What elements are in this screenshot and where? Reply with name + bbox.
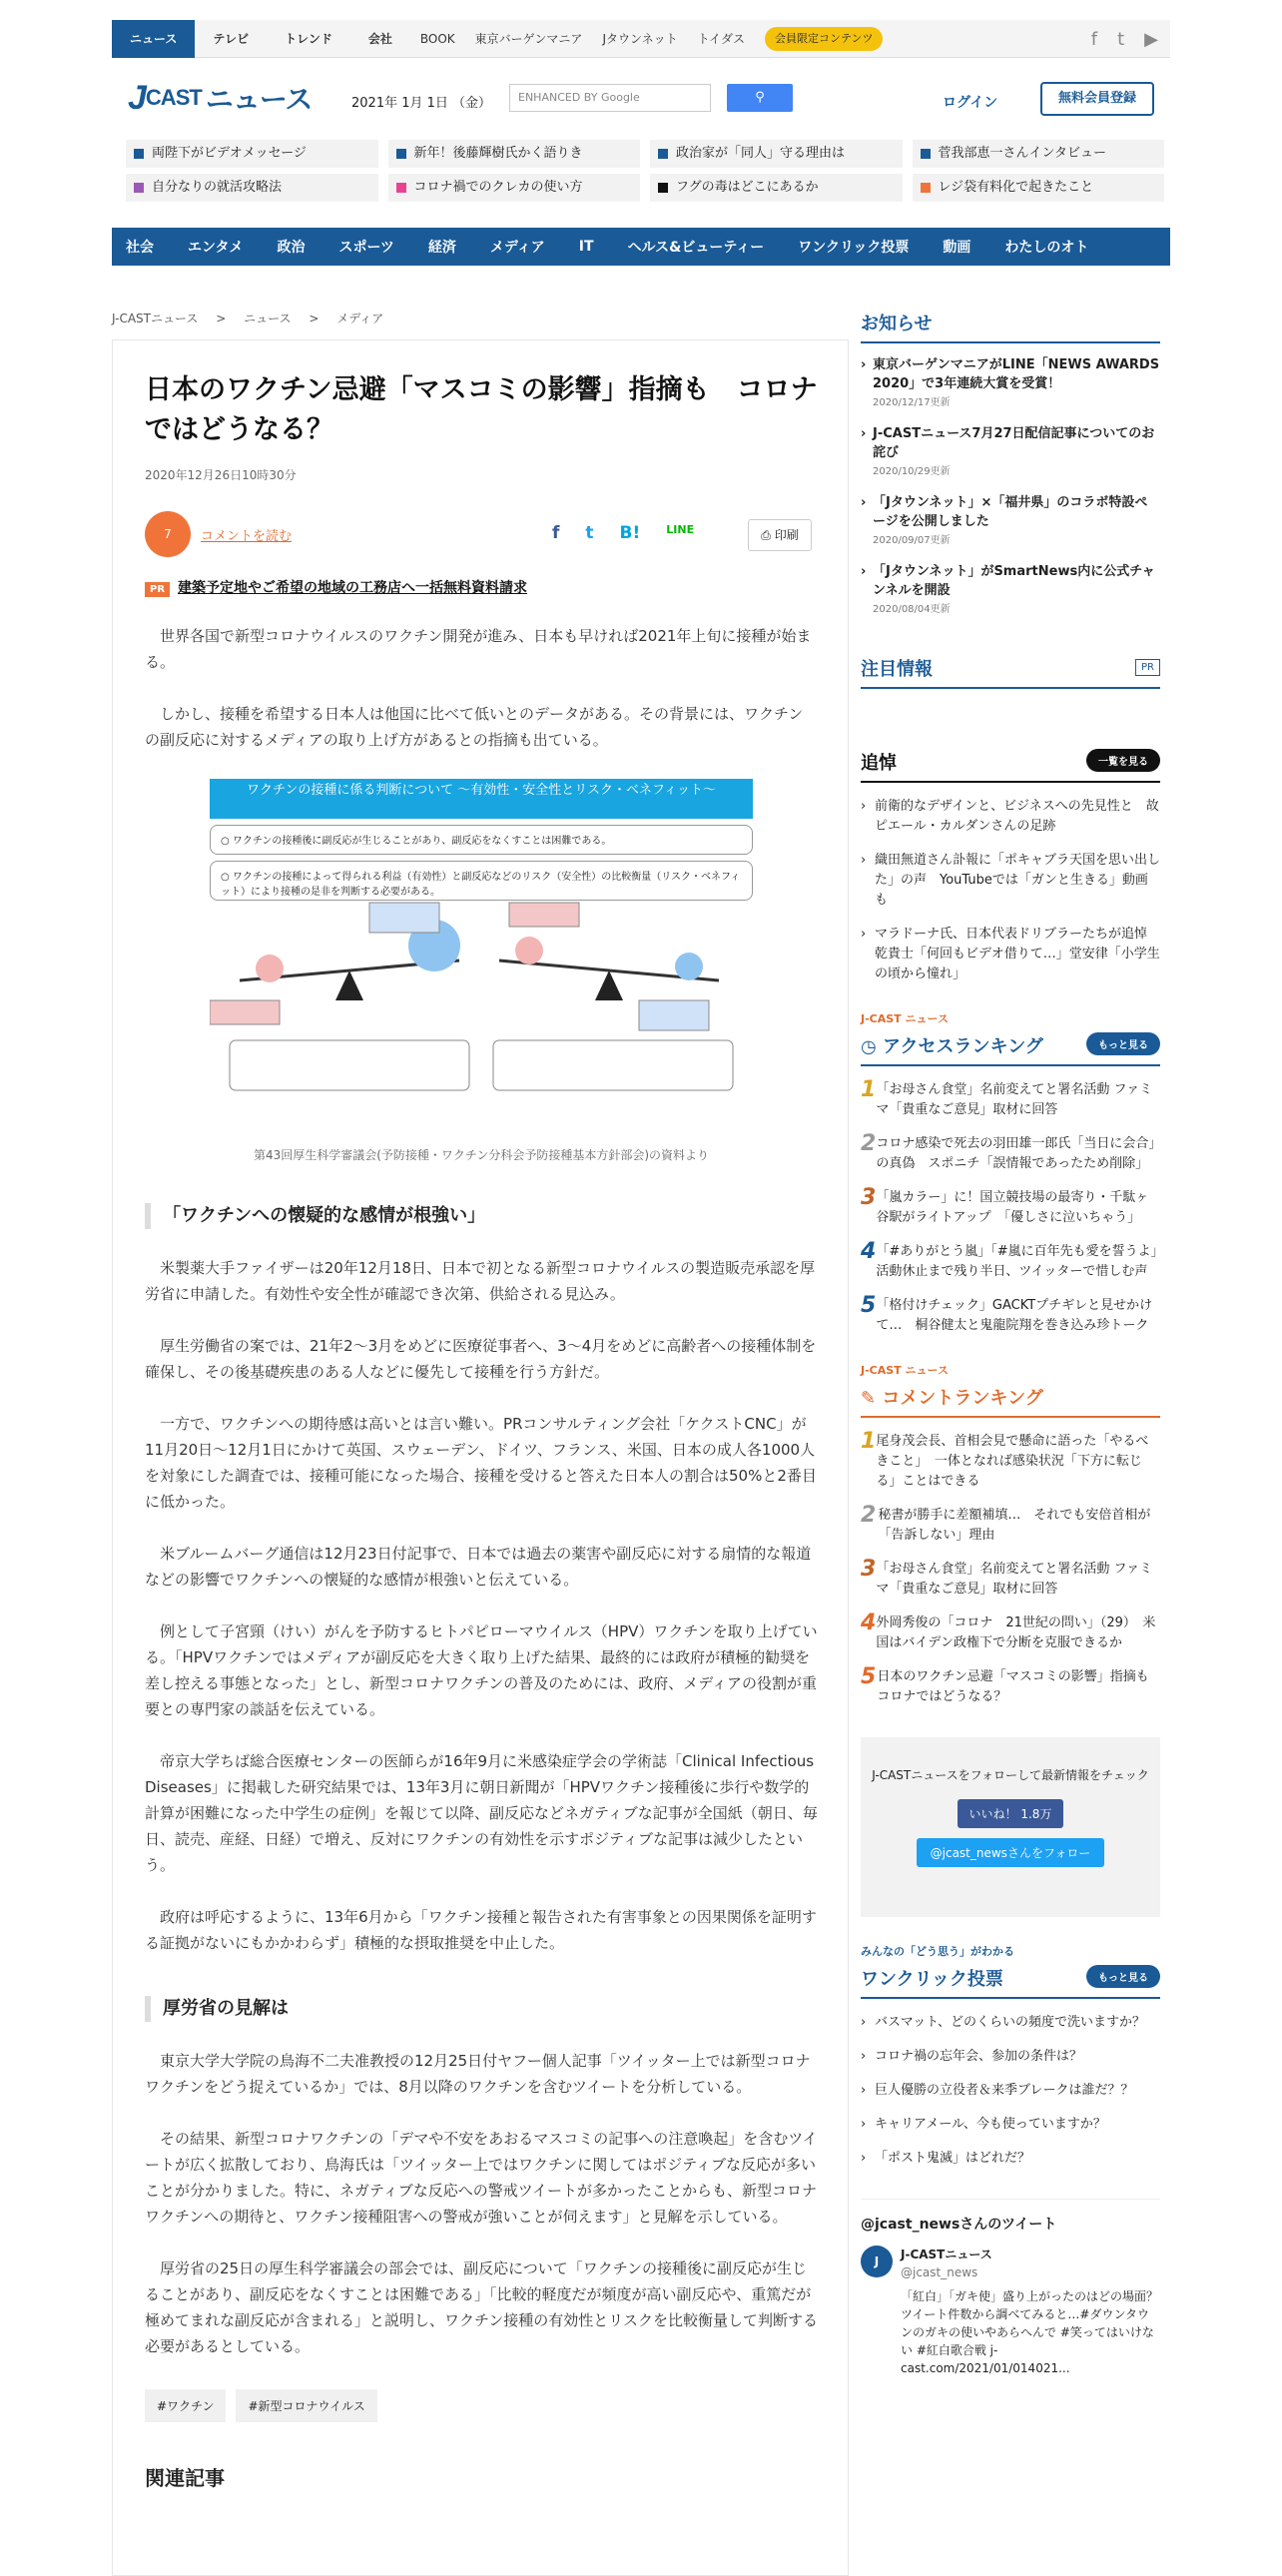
topic-label: 両陛下がビデオメッセージ	[152, 146, 307, 161]
nav-oto[interactable]: わたしのオト	[1004, 240, 1089, 256]
facebook-share-icon[interactable]: f	[552, 523, 560, 543]
rank-text: 「お母さん食堂」名前変えてと署名活動 ファミマ「貴重なご意見」取材に回答	[876, 1082, 1153, 1117]
topic-square-icon	[921, 183, 931, 193]
print-button[interactable]	[748, 519, 812, 551]
access-title-text: アクセスランキング	[882, 1036, 1043, 1057]
breadcrumb-sep: >	[216, 312, 227, 325]
topic-square-icon	[134, 149, 144, 159]
topic-square-icon	[396, 149, 406, 159]
notice-date: 2020/12/17更新	[873, 397, 951, 408]
breadcrumb-sep: >	[309, 312, 320, 325]
rank-text: 外岡秀俊の「コロナ 21世紀の問い」（29） 米国はバイデン政権下で分断を克服できるか	[876, 1615, 1156, 1650]
jcast-label: J-CAST ニュース	[861, 1012, 949, 1025]
logo-cast: CAST	[145, 85, 202, 110]
topic-square-icon	[396, 183, 406, 193]
topic-label: 政治家が「同人」守る理由は	[676, 146, 846, 161]
hashtag[interactable]: #新型コロナウイルス	[236, 2389, 376, 2422]
login-link[interactable]: ログイン	[943, 95, 998, 111]
ranking-item[interactable]	[861, 1557, 1160, 1600]
paragraph: 一方で、ワクチンへの期待感は高いとは言い難い。PRコンサルティング会社「ケクストCNC」が11月20日～12月1日にかけて英国、スウェーデン、ドイツ、フランス、米国、日本の成人各1000人を対象にした調査では、接種可能になった場合、接種を受けると答えた日本人の割合は50%と2番目に低かった。	[145, 1415, 817, 1511]
poll-item[interactable]: › 巨人優勝の立役者＆来季ブレークは誰だ？？	[861, 2081, 1160, 2101]
topnav-company[interactable]: 会社	[367, 31, 392, 46]
topic-label: レジ袋有料化で起きたこと	[938, 180, 1094, 195]
printer-icon: ⎙	[761, 528, 771, 542]
notice-text: 「Jタウンネット」×「福井県」のコラボ特設ページを公開しました	[873, 495, 1148, 529]
topic-label: コロナ禍でのクレカの使い方	[413, 180, 583, 195]
tweet-handle: @jcast_news	[901, 2265, 978, 2279]
search-input[interactable]: ENHANCED BY Google	[509, 84, 711, 112]
avatar: J	[861, 2246, 893, 2277]
nav-sports[interactable]: スポーツ	[338, 240, 394, 256]
notice-item[interactable]	[861, 355, 1160, 412]
poll-item[interactable]: › コロナ禍の忘年会、参加の条件は？	[861, 2047, 1160, 2067]
nav-media[interactable]: メディア	[489, 240, 545, 256]
ranking-item[interactable]	[861, 1503, 1160, 1546]
paragraph: 厚労省の25日の厚生科学審議会の部会では、副反応について「ワクチンの接種後に副反応が生じることがあり、副反応をなくすことは困難である」「比較的軽度だが頻度が高い副反応や、重篤だが極めてまれな副反応が含まれる」と説明し、ワクチン接種の有効性とリスクを比較衡量して判断する必要があるとしている。	[145, 2259, 818, 2355]
comment-title-text: コメントランキング	[882, 1388, 1043, 1409]
paragraph: しかし、接種を希望する日本人は他国に比べて低いとのデータがある。その背景には、ワクチンの副反応に対するメディアの取り上げ方があるとの指摘も出ている。	[145, 705, 804, 749]
nav-it[interactable]: IT	[578, 239, 594, 255]
logo-j: J	[128, 78, 146, 117]
ranking-item[interactable]	[861, 1185, 1160, 1228]
rank-text: 「嵐カラー」に！国立競技場の最寄り・千駄ヶ谷駅がライトアップ 「優しさに泣いちゃう」	[876, 1190, 1149, 1225]
tsuioku-item[interactable]: › 織田無道さん訃報に「ポキャブラ天国を思い出した」の声 YouTubeでは「ガンと生きる」動画も	[861, 851, 1160, 911]
paragraph: 帝京大学ちば総合医療センターの医師らが16年9月に米感染症学会の学術誌「Clinical Infectious Diseases」に掲載した研究結果では、13年3月に朝日新聞が「HPVワクチン接種後に歩行や数学的計算が困難になった中学生の症例」を報じて以降、副反応などネガティブな記事が全国紙（朝日、毎日、読売、産経、日経）で増え、反対にワクチンの有効性を示すポジティブな記事は減少したという。	[145, 1752, 818, 1874]
paragraph: 例として子宮頸（けい）がんを予防するヒトパピローマウイルス（HPV）ワクチンを取り上げている。「HPVワクチンではメディアが副反応を大きく取り上げた結果、最終的には政府が積極的勧奨を差し控える事態となった」とし、新型コロナワクチンの普及のためには、政府、メディアの役割が重要との専門家の談話を伝えている。	[145, 1622, 818, 1718]
topic-item[interactable]	[913, 174, 1165, 202]
read-comments-link[interactable]: コメントを読む	[201, 529, 293, 544]
notice-date: 2020/09/07更新	[873, 535, 951, 546]
topic-square-icon	[658, 183, 668, 193]
access-more-button[interactable]: もっと見る	[1086, 1032, 1160, 1055]
notice-date: 2020/08/04更新	[873, 604, 951, 615]
rank-text: コロナ感染で死去の羽田雄一郎氏「当日に会合」の真偽 スポニチ「誤情報であったため削除」	[876, 1136, 1155, 1171]
poll-more-button[interactable]: もっと見る	[1086, 1965, 1160, 1988]
share-buttons	[552, 523, 694, 543]
topic-item[interactable]	[650, 140, 903, 168]
figure-box: ○ ワクチンの接種後に副反応が生じることがあり、副反応をなくすことは困難である。	[210, 825, 753, 855]
topnav-news[interactable]: ニュース	[112, 20, 195, 58]
topnav-bargain[interactable]: 東京バーゲンマニア	[474, 31, 583, 46]
rank-number: 4	[861, 1239, 877, 1264]
rank-number: 3	[861, 1557, 877, 1582]
topic-label: 菅我部恵一さんインタビュー	[938, 146, 1106, 161]
rank-text: 日本のワクチン忌避「マスコミの影響」指摘も コロナではどうなる？	[877, 1669, 1162, 1704]
topnav-book[interactable]: BOOK	[419, 31, 455, 46]
register-button[interactable]: 無料会員登録	[1040, 82, 1154, 116]
notice-text: 東京バーゲンマニアがLINE「NEWS AWARDS 2020」で3年連続大賞を受賞！	[873, 357, 1160, 391]
twitter-icon[interactable]: t	[1117, 28, 1125, 50]
ranking-item[interactable]	[861, 1610, 1160, 1653]
paragraph: 米製薬大手ファイザーは20年12月18日、日本で初となる新型コロナウイルスの製造販売承認を厚労省に申請した。有効性や安全性が確認でき次第、供給される見込み。	[145, 1259, 816, 1303]
breadcrumb-media[interactable]: メディア	[336, 312, 384, 325]
category-nav	[112, 228, 1170, 266]
paragraph: 東京大学大学院の鳥海不二夫准教授の12月25日付ヤフー個人記事「ツイッター上では新型コロナワクチンをどう捉えているか」では、8月以降のワクチンを含むツイートを分析している。	[145, 2052, 811, 2096]
focus-title	[861, 655, 1160, 689]
nav-vote[interactable]: ワンクリック投票	[798, 240, 910, 256]
site-header	[112, 72, 1170, 128]
article-tools	[145, 511, 818, 567]
rank-number: 2	[861, 1131, 877, 1156]
topic-item[interactable]	[126, 140, 378, 168]
topic-item[interactable]	[126, 174, 378, 202]
pr-text[interactable]: 建築予定地やご希望の地域の工務店へ一括無料資料請求	[178, 580, 528, 596]
breadcrumb-news[interactable]: ニュース	[244, 312, 292, 325]
topic-item[interactable]	[913, 140, 1165, 168]
twitter-timeline	[861, 2199, 1171, 2377]
tweet-header: @jcast_newsさんのツイート	[861, 2217, 1057, 2233]
notice-item[interactable]	[861, 424, 1160, 481]
paragraph: 政府は呼応するように、13年6月から「ワクチン接種と報告された有害事象との因果関係を証明する証拠がないにもかかわらず」積極的な摂取推奨を中止した。	[145, 1908, 817, 1952]
paragraph: その結果、新型コロナワクチンの「デマや不安をあおるマスコミの記事への注意喚起」を含むツイートが広く拡散しており、鳥海氏は「ツイッター上ではワクチンに関してはポジティブな反応が多いことが分かりました。特に、ネガティブな反応への警戒ツイートが多かったことからも、新型コロナワクチンへの期待と、ワクチン接種阻害への警戒が強いことが伺えます」と見解を示している。	[145, 2130, 818, 2226]
figure-box: ○ ワクチンの接種によって得られる利益（有効性）と副反応などのリスク（安全性）の比較衡量（リスク・ベネフィット）により接種の是非を判断する必要がある。	[210, 861, 753, 901]
tsuioku-item[interactable]: › マラドーナ氏、日本代表ドリブラーたちが追悼 乾貴士「何回もビデオ借りて…」堂安律「小学生の頃から憧れ」	[861, 925, 1160, 984]
figure-title: ワクチンの接種に係る判断について ～有効性・安全性とリスク・ベネフィット～	[210, 779, 753, 819]
logo-news: ニュース	[205, 84, 313, 115]
facebook-like-button[interactable]: いいね！ 1.8万	[958, 1799, 1064, 1828]
poll-label: みんなの「どう思う」がわかる	[861, 1945, 1014, 1958]
focus-title-text: 注目情報	[861, 659, 933, 680]
topic-square-icon	[921, 149, 931, 159]
tsuioku-more-button[interactable]: 一覧を見る	[1086, 749, 1160, 772]
twitter-follow-button[interactable]: @jcast_newsさんをフォロー	[917, 1838, 1105, 1867]
nav-politics[interactable]: 政治	[277, 240, 306, 256]
rank-text: 「お母さん食堂」名前変えてと署名活動 ファミマ「貴重なご意見」取材に回答	[876, 1562, 1153, 1597]
rank-number: 3	[861, 1185, 877, 1210]
topic-label: 自分なりの就活攻略法	[152, 180, 283, 195]
rank-text: 尾身茂会長、首相会見で懸命に語った「やるべきこと」 一体となれば感染状況「下方に転じる」ことはできる	[876, 1434, 1149, 1489]
search-button[interactable]	[727, 84, 793, 112]
social-links	[1091, 20, 1158, 58]
topic-square-icon	[134, 183, 144, 193]
rank-number: 4	[861, 1610, 877, 1635]
facebook-icon[interactable]: f	[1090, 28, 1098, 50]
ranking-item[interactable]	[861, 1664, 1162, 1707]
tsuioku-item[interactable]: › 前衛的なデザインと、ビジネスへの先見性と 故ピエール・カルダンさんの足跡	[861, 797, 1160, 837]
line-share-icon[interactable]: LINE	[666, 523, 695, 536]
notice-text: 「Jタウンネット」がSmartNews内に公式チャンネルを開設	[873, 564, 1155, 598]
follow-box	[861, 1737, 1160, 1917]
notice-text: J-CASTニュース7月27日配信記事についてのお詫び	[873, 426, 1155, 460]
pr-link[interactable]	[145, 577, 818, 597]
topic-label: フグの毒はどこにあるか	[676, 180, 819, 195]
section-heading: 「ワクチンへの懐疑的な感情が根強い」	[145, 1203, 818, 1229]
section-heading: 厚労省の見解は	[145, 1996, 818, 2022]
paragraph: 厚生労働省の案では、21年2～3月をめどに医療従事者へ、3～4月をめどに高齢者への接種体制を確保し、その後基礎疾患のある人などに優先して接種を行う方針だ。	[145, 1337, 817, 1381]
notice-item[interactable]	[861, 493, 1160, 550]
paragraph: 米ブルームバーグ通信は12月23日付記事で、日本では過去の薬害や副反応に対する扇情的な報道などの影響でワクチンへの懐疑的な感情が根強いと伝えている。	[145, 1545, 812, 1589]
poll-item[interactable]: › キャリアメール、今も使っていますか？	[861, 2115, 1160, 2135]
nav-video[interactable]: 動画	[943, 240, 971, 256]
tweet-name: J-CASTニュース	[901, 2248, 992, 2261]
article-title: 日本のワクチン忌避「マスコミの影響」指摘も コロナではどうなる？	[145, 374, 818, 445]
hashtags	[145, 2389, 818, 2422]
tsuioku-title-text: 追悼	[861, 753, 897, 774]
current-date: 2021年 1月 1日 （金）	[351, 96, 492, 111]
article	[112, 339, 849, 2576]
rank-text: 「#ありがとう嵐」「#嵐に百年先も愛を誓うよ」 活動休止まで残り半日、ツイッターで惜しむ声	[876, 1244, 1171, 1279]
publish-date: 2020年12月26日10時30分	[145, 468, 297, 482]
comment-icon: ✎	[861, 1388, 883, 1409]
ranking-item[interactable]	[861, 1239, 1171, 1282]
rank-number: 5	[861, 1293, 877, 1318]
poll-item[interactable]: › 「ポスト鬼滅」はどれだ？	[861, 2149, 1160, 2169]
nav-economy[interactable]: 経済	[427, 240, 456, 256]
follow-text: J-CASTニュースをフォローして最新情報をチェック	[872, 1768, 1149, 1782]
poll-title-text: ワンクリック投票	[861, 1969, 1003, 1990]
rank-number: 1	[861, 1077, 877, 1102]
tweet[interactable]	[861, 2246, 1171, 2377]
figure-caption: 第43回厚生科学審議会(予防接種・ワクチン分科会予防接種基本方針部会)の資料より	[253, 1148, 710, 1162]
sidebar	[861, 310, 1171, 2377]
notice-item[interactable]	[861, 562, 1160, 619]
members-badge[interactable]: 会員限定コンテンツ	[765, 27, 883, 51]
ranking-item[interactable]	[861, 1293, 1160, 1336]
comment-count-icon[interactable]: 7	[145, 511, 191, 557]
top-nav	[112, 20, 1170, 58]
topnav-toidas[interactable]: トイダス	[697, 31, 746, 46]
rank-number: 1	[861, 1429, 877, 1454]
rank-text: 「格付けチェック」GACKTプチギレと見せかけて… 桐谷健太と鬼龍院翔を巻き込み珍トーク	[876, 1298, 1153, 1333]
comment-ranking-title	[861, 1384, 1160, 1418]
ranking-item[interactable]	[861, 1077, 1160, 1120]
breadcrumb-home[interactable]: J-CASTニュース	[112, 312, 199, 325]
topnav-jtown[interactable]: Jタウンネット	[602, 31, 678, 46]
nav-health[interactable]: ヘルス&ビューティー	[627, 240, 765, 256]
notice-date: 2020/10/29更新	[873, 466, 951, 477]
pr-badge: PR	[145, 582, 170, 597]
nav-entame[interactable]: エンタメ	[188, 240, 244, 256]
nav-society[interactable]: 社会	[126, 240, 154, 256]
rank-text: 秘書が勝手に差額補填… それでも安倍首相が「告訴しない」理由	[878, 1508, 1151, 1543]
paragraph: 世界各国で新型コロナウイルスのワクチン開発が進み、日本も早ければ2021年上旬に接種が始まる。	[145, 627, 812, 671]
hashtag[interactable]: #ワクチン	[145, 2389, 226, 2422]
notice-title: お知らせ	[861, 310, 1160, 343]
topic-item[interactable]	[388, 174, 641, 202]
ranking-item[interactable]	[861, 1131, 1160, 1174]
poll-title	[861, 1965, 1160, 1999]
hot-topics	[126, 140, 1164, 202]
topic-label: 新年！後藤輝樹氏かく語りき	[413, 146, 583, 161]
balance-diagram	[210, 901, 753, 1110]
rank-number: 5	[861, 1664, 877, 1689]
article-figure	[210, 779, 753, 1138]
print-label: 印刷	[774, 528, 799, 542]
site-logo[interactable]	[128, 78, 312, 118]
topnav-tv[interactable]: テレビ	[213, 31, 250, 46]
topnav-trend[interactable]: トレンド	[285, 31, 332, 46]
pr-tag: PR	[1135, 659, 1160, 676]
breadcrumb	[112, 310, 397, 326]
youtube-icon[interactable]: ▶	[1144, 28, 1158, 50]
rank-number: 2	[861, 1503, 877, 1528]
tsuioku-title	[861, 749, 1160, 783]
poll-item[interactable]: › バスマット、どのくらいの頻度で洗いますか？	[861, 2013, 1160, 2033]
ranking-icon: ◷	[861, 1036, 883, 1057]
hatena-share-icon[interactable]: B!	[619, 523, 641, 543]
jcast-label: J-CAST ニュース	[861, 1364, 949, 1377]
topic-item[interactable]	[650, 174, 903, 202]
access-ranking-title	[861, 1032, 1160, 1066]
related-heading: 関連記事	[145, 2466, 225, 2490]
tweet-text: 「紅白」「ガキ使」盛り上がったのはどの場面？ ツイート件数から調べてみると…#ダウンタウンのガキの使いやあらへんで #笑ってはいけない #紅白歌合戦 j-cast.com/2021/01/014021...	[901, 2289, 1171, 2375]
topic-square-icon	[658, 149, 668, 159]
ranking-item[interactable]	[861, 1429, 1160, 1492]
search-icon: ⚲	[755, 90, 765, 105]
topic-item[interactable]	[388, 140, 641, 168]
twitter-share-icon[interactable]: t	[585, 523, 594, 543]
